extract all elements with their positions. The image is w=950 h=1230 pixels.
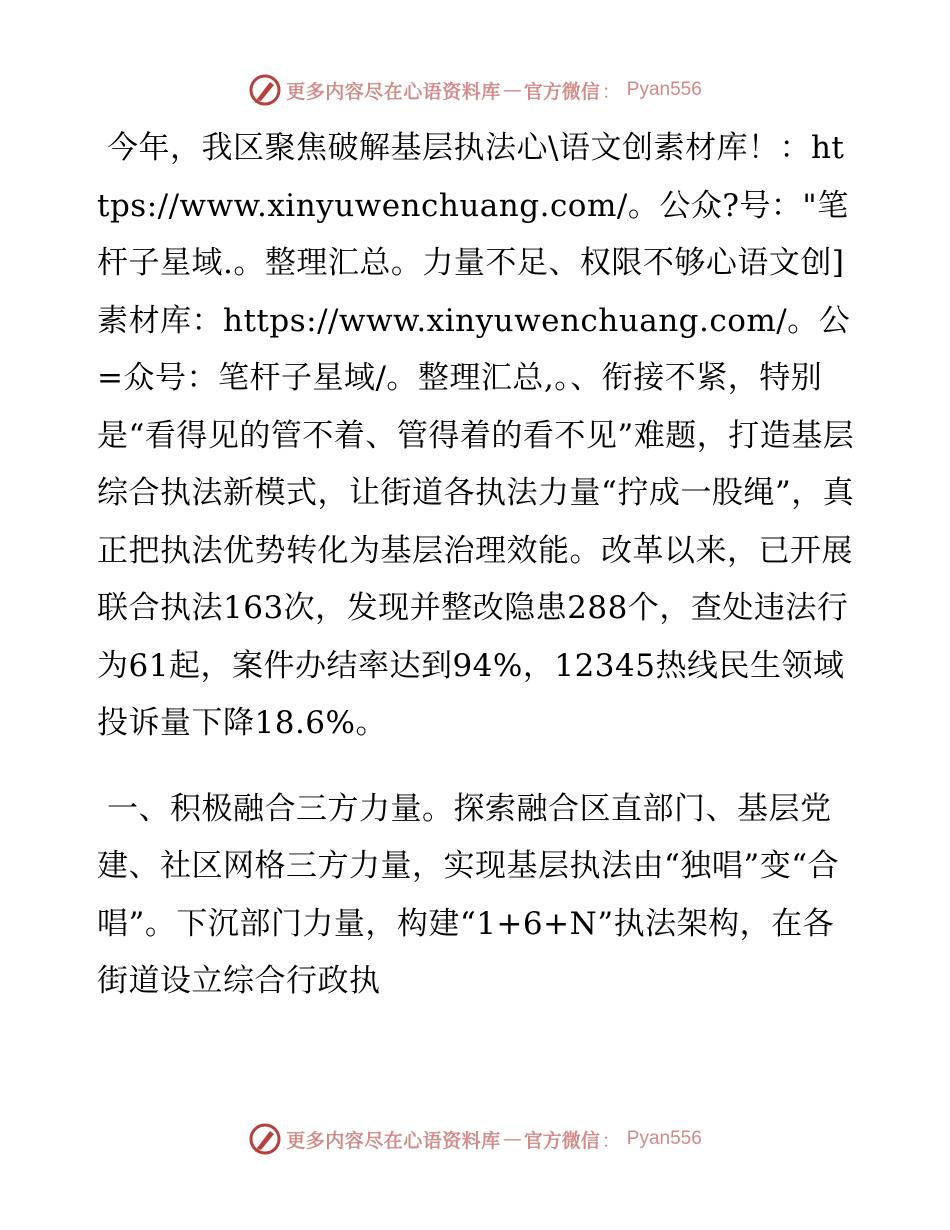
footer-banner [0, 1119, 950, 1159]
banner-slogan: 更多内容尽在心语资料库 [286, 80, 501, 103]
banner-colon: ： [601, 80, 621, 103]
banner-separator: — [502, 79, 522, 101]
banner-official-label: 官方微信 [523, 1129, 600, 1152]
pen-logo-icon [248, 1122, 282, 1156]
header-banner [0, 70, 950, 110]
paragraph-intro: 今年，我区聚焦破解基层执法心\语文创素材库！：https://www.xinyuwenchuang.com/。公众?号："笔杆子星域.。整理汇总。力量不足、权限不够心语文创]素材库：https://www.xinyuwenchuang.com/。公=众号：笔杆子星域/。整理汇总,。、衔接不紧，特别是“看得见的管不着、管得着的看不见”难题，打造基层综合执法新模式，让街道各执法力量“拧成一股绳”，真正把执法优势转化为基层治理效能。改革以来，已开展联合执法163次，发现并整改隐患288个，查处违法行为61起，案件办结率达到94%，12345热线民生领域投诉量下降18.6%。 [97, 130, 855, 741]
banner-wechat-id: Pyan556 [626, 79, 702, 100]
paragraph-section-one: 一、积极融合三方力量。探索融合区直部门、基层党建、社区网格三方力量，实现基层执法由“独唱”变“合唱”。下沉部门力量，构建“1+6+N”执法架构，在各街道设立综合行政执 [97, 790, 840, 999]
banner-slogan: 更多内容尽在心语资料库 [286, 1129, 501, 1152]
banner-official-label: 官方微信 [523, 80, 600, 103]
document-body [97, 120, 857, 1011]
banner-separator: — [502, 1128, 522, 1150]
banner-colon: ： [601, 1129, 621, 1152]
banner-wechat-id: Pyan556 [626, 1128, 702, 1149]
pen-logo-icon [248, 73, 282, 107]
